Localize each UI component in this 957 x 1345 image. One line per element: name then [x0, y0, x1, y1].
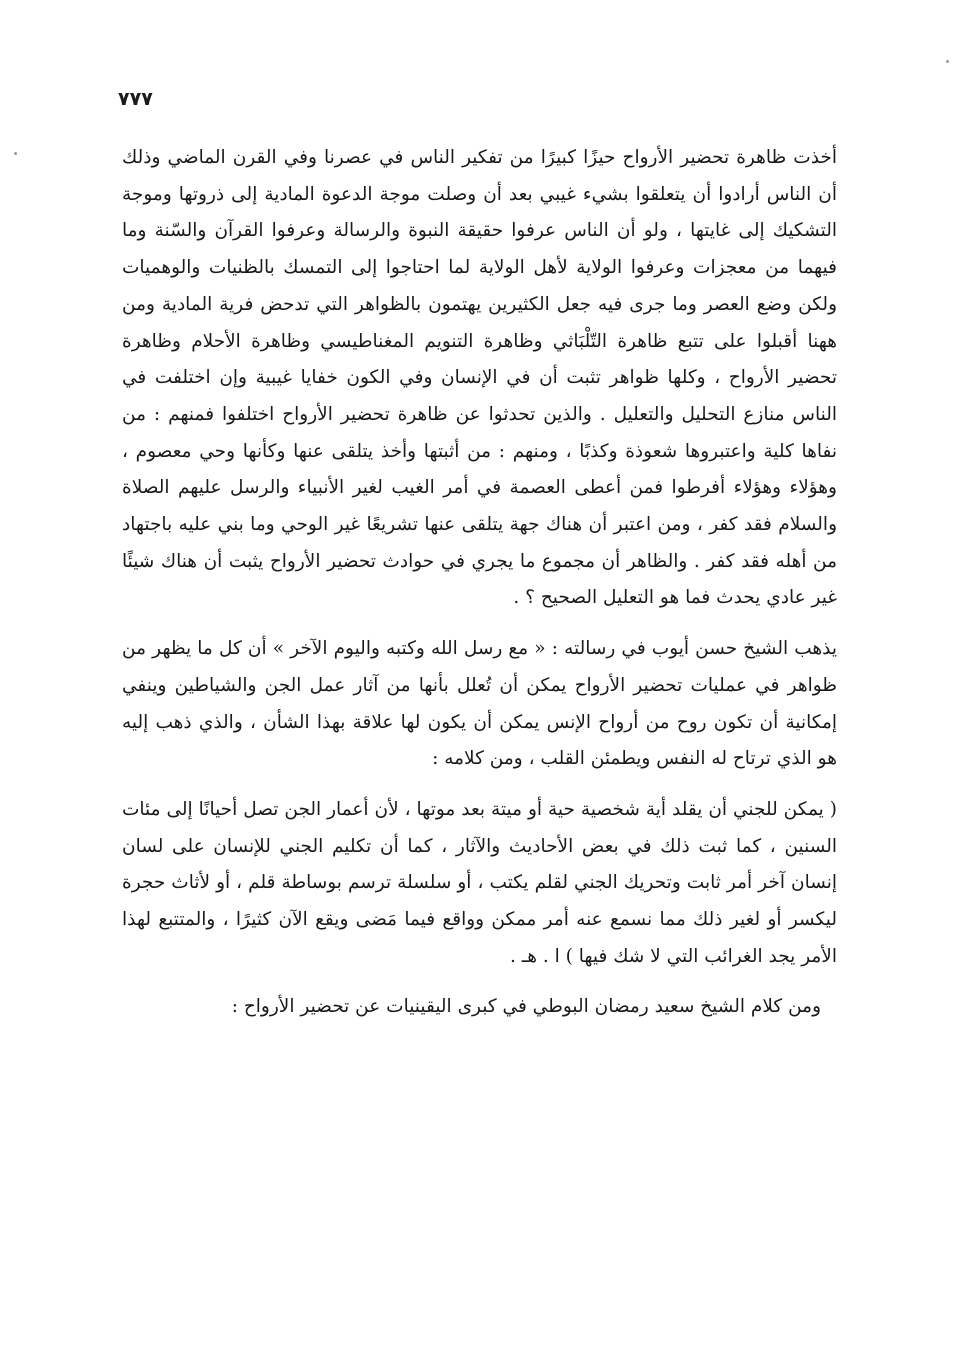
scan-speck [14, 152, 17, 155]
paragraph-quotation: ( يمكن للجني أن يقلد أية شخصية حية أو ميتة بعد موتها ، لأن أعمار الجن تصل أحيانًا إلى مئات السنين ، كما ثبت ذلك في بعض الأحاديث والآثار ، كما أن تكليم الجني للإنسان على لسان إنسان آخر أمر ثابت وتحريك الجني لقلم يكتب ، أو سلسلة ترسم بوساطة قلم ، أو لأثاث حجرة ليكسر أو لغير ذلك مما نسمع عنه أمر ممكن وواقع فيما مَضى ويقع الآن كثيرًا ، والمتتبع لهذا الأمر يجد الغرائب التي لا شك فيها ) ا . هـ . [122, 798, 837, 967]
page-number: ٧٧٧ [118, 88, 153, 110]
paragraph-bouti-intro: ومن كلام الشيخ سعيد رمضان البوطي في كبرى اليقينيات عن تحضير الأرواح : [231, 996, 821, 1018]
paragraph-hasan-ayyub-view: يذهب الشيخ حسن أيوب في رسالته : « مع رسل الله وكتبه واليوم الآخر » أن كل ما يظهر من ظواهر في عمليات تحضير الأرواح يمكن أن تُعلل بأنها من آثار عمل الجن والشياطين وينفي إمكانية أن تكون روح من أرواح الإنس يمكن أن يكون لها علاقة بهذا الشأن ، والذي ذهب إليه هو الذي ترتاح له النفس ويطمئن القلب ، ومن كلامه : [122, 638, 837, 770]
page-body [122, 140, 837, 1026]
scan-speck [946, 60, 949, 63]
paragraph-spirit-summoning-intro: أخذت ظاهرة تحضير الأرواح حيزًا كبيرًا من تفكير الناس في عصرنا وفي القرن الماضي وذلك أن الناس أرادوا أن يتعلقوا بشيء غيبي بعد أن وصلت موجة الدعوة المادية إلى ذروتها وموجة التشكيك إلى غايتها ، ولو أن الناس عرفوا حقيقة النبوة والرسالة وعرفوا القرآن والسّنة وما فيهما من معجزات وعرفوا الولاية لأهل الولاية لما احتاجوا إلى التمسك بالظنيات والوهميات ولكن وضع العصر وما جرى فيه جعل الكثيرين يهتمون بالظواهر التي تدحض فرية المادية ومن ههنا أقبلوا على تتبع ظاهرة التّلْبَاثي وظاهرة التنويم المغناطيسي وظاهرة الأحلام وظاهرة تحضير الأرواح ، وكلها ظواهر تثبت أن في الإنسان وفي الكون خفايا غيبية وإن اختلفت في الناس منازع التحليل والتعليل . والذين تحدثوا عن ظاهرة تحضير الأرواح اختلفوا فمنهم : من نفاها كلية واعتبروها شعوذة وكذبًا ، ومنهم : من أثبتها وأخذ يتلقى عنها وكأنها وحي معصوم ، وهؤلاء وهؤلاء أفرطوا فمن أعطى العصمة في أمر الغيب لغير الأنبياء والرسل عليهم الصلاة والسلام فقد كفر ، ومن اعتبر أن هناك جهة يتلقى عنها تشريعًا غير الوحي وما بني عليه باجتهاد من أهله فقد كفر . والظاهر أن مجموع ما يجري في حوادث تحضير الأرواح يثبت أن هناك شيئًا غير عادي يحدث فما هو التعليل الصحيح ؟ . [122, 147, 837, 609]
